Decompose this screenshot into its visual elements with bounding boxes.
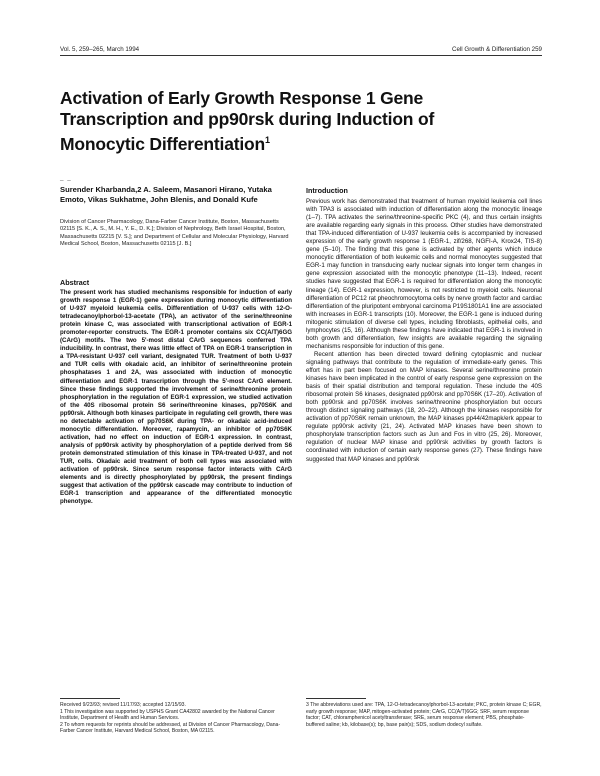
author-list: Surender Kharbanda,2 A. Saleem, Masanori Hirano, Yutaka Emoto, Vikas Sukhatme, John Blenis, and Donald Kufe [60,185,272,204]
intro-paragraph-1: Previous work has demonstrated that treatment of human myeloid leukemia cell lines with TPA3 is associated with induction of differentiation along the monocytic lineage (1–7). TPA activates the serine/threonine-specific PKC (4), and thus certain insights are available regarding early signals in this process. Other studies have demonstrated that TPA-induced differentiation of U-937 leukemia cells is accompanied by increased expression of the early growth response 1 (EGR-1, zif/268, NGFI-A, Krox24, TIS-8) gene (5–10). The finding that this gene is activated by other agents which induce monocytic differentiation of both leukemic cells and normal monocytes suggested that EGR-1 may function in transducing early nuclear signals into longer term changes in gene expression associated with the monocytic phenotype (11–13). Indeed, recent studies have suggested that EGR-1 is required for differentiation along the monocytic lineage (14). EGR-1 expression, however, is not restricted to myeloid cells. Neuronal differentiation of PC12 rat pheochromocytoma cells by nerve growth factor and cardiac differentiation of the pluripotent embryonal carcinoma P19S1801A1 line are associated with increases in EGR-1 transcripts (10). Moreover, the EGR-1 gene is induced during mitogenic stimulation of diverse cell types, including fibroblasts, epithelial cells, and lymphocytes (15, 16). Although these findings have indicated that EGR-1 is involved in both growth and differentiation, few insights are available regarding the signaling mechanisms responsible for induction of this gene. [306,198,542,350]
separator: – – [60,176,72,184]
footnote-rule-right [306,698,366,699]
header-rule [60,55,542,56]
introduction-body [306,198,542,464]
affiliations: Division of Cancer Pharmacology, Dana-Farber Cancer Institute, Boston, Massachusetts 02115 [S. K., A. S., M. H., Y. E., D. K.]; Division of Nephrology, Beth Israel Hospital, Boston, Massachusetts 02215 [V. S.]; and Department of Cellular and Molecular Physiology, Harvard Medical School, Boston, Massachusetts 02115 [J. B.] [60,219,289,248]
article-title [60,88,480,155]
title-footnote-mark: 1 [265,135,270,145]
title-text: Activation of Early Growth Response 1 Gene Transcription and pp90rsk during Induction of Monocytic Differentiation [60,88,435,154]
intro-paragraph-2: Recent attention has been directed toward defining cytoplasmic and nuclear signaling pathways that contribute to the regulation of immediate-early genes. This effort has in part been focused on MAP kinases. Several serine/threonine protein kinases have been implicated in the control of early response gene expression on the basis of their spatial distribution and temporal regulation. These include the 40S ribosomal protein S6 kinases, designated pp90rsk and pp70S6K (17–20). Activation of both pp90rsk and pp70S6K involves serine/threonine phosphorylation but occurs through distinct signaling pathways (18, 20–22). Although the kinases responsible for activation of pp70S6K remain unknown, the MAP kinases pp44/42mapk/erk appear to regulate pp90rsk activity (21, 24). Activated MAP kinases have been shown to phosphorylate transcription factors such as Jun and Fos in vitro (25, 26). Moreover, regulation of nuclear MAP kinase and pp90rsk activities by growth factors is coordinated with induction of certain early response genes (27). These findings have suggested that MAP kinases and pp90rsk [306,350,542,463]
footnote-rule-left [60,698,120,699]
abstract-heading: Abstract [60,278,90,287]
abstract-text: The present work has studied mechanisms responsible for induction of early growth response 1 (EGR-1) gene expression during monocytic differentiation of U-937 myeloid leukemia cells. Differentiation of U-937 cells with 12-O-tetradecanoylphorbol-13-acetate (TPA), an activator of the serine/threonine protein kinase C, was associated with transcriptional activation of EGR-1 promoter-reporter constructs. The EGR-1 promoter contains six CC(A/T)6GG (CArG) motifs. The two 5'-most distal CArG sequences conferred TPA inducibility. In contrast, there was little effect of TPA on EGR-1 transcription in a TPA-resistant U-937 cell variant, designated TUR. Treatment of both U-937 and TUR cells with okadaic acid, an inhibitor of serine/threonine protein phosphatases 1 and 2A, was associated with induction of monocytic differentiation and EGR-1 transcription through the 5'-most CArG element. Since these findings supported the involvement of serine/threonine protein phosphorylation in the regulation of EGR-1 expression, we studied activation of the 40S ribosomal protein S6 serine/threonine kinases, pp70S6K and pp90rsk. Although both kinases participate in regulating cell growth, there was no detectable activation of pp70S6K during TPA- or okadaic acid-induced monocytic differentiation. Moreover, rapamycin, an inhibitor of pp70S6K activation, had no effect on induction of EGR-1 expression. In contrast, analysis of pp90rsk activity by phosphorylation of a peptide derived from S6 protein demonstrated stimulation of this kinase in TPA-treated U-937, and not TUR, cells. Okadaic acid treatment of both cell types was associated with activation of pp90rsk. Since serum response factor interacts with CArG elements and is directly phosphorylated by pp90rsk, the present findings suggest that activation of the pp90rsk cascade may contribute to induction of EGR-1 transcription and appearance of the differentiated monocytic phenotype. [60,289,292,506]
footnotes-right: 3 The abbreviations used are: TPA, 12-O-tetradecanoylphorbol-13-acetate; PKC, protein kinase C; EGR, early growth response; MAP, mitogen-activated protein; CArG, CC(A/T)6GG; SRF, serum response factor; CAT, chloramphenicol acetyltransferase; SRE, serum response element; PBS, phosphate-buffered saline; kb, kilobase(s); bp, base pair(s); SDS, sodium dodecyl sulfate. [306,702,542,728]
running-header-right: Cell Growth & Differentiation 259 [452,46,542,53]
running-header-left: Vol. 5, 259–265, March 1994 [60,46,140,53]
footnotes-left: Received 9/23/93; revised 11/17/93; accepted 12/15/93. 1 This investigation was supported by USPHS Grant CA42802 awarded by the National Cancer Institute, Department of Health and Human Services. 2 To whom requests for reprints should be addressed, at Division of Cancer Pharmacology, Dana-Farber Cancer Institute, Harvard Medical School, Boston, MA 02115. [60,702,281,735]
introduction-heading: Introduction [306,186,348,195]
